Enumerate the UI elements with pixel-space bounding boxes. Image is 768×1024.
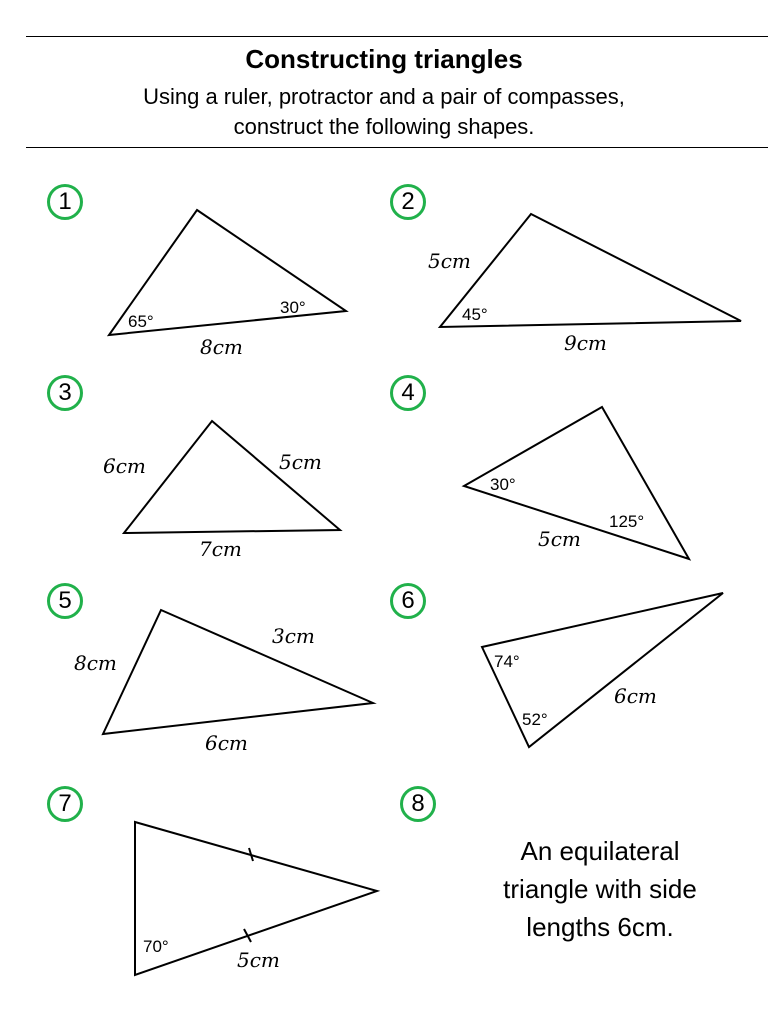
q5-side-bottom: 6cm [205,731,248,755]
triangle-3 [124,421,340,533]
q2-side-bottom: 9cm [564,331,607,355]
q2-side-left: 5cm [428,249,471,273]
q4-angle-left: 30° [490,475,516,494]
q6-side-label: 6cm [614,684,657,708]
q2-angle: 45° [462,305,488,324]
q5-side-left: 8cm [74,651,117,675]
q6-angle-top: 74° [494,652,520,671]
question-7-badge: 7 [47,786,83,822]
q4-side-label: 5cm [538,527,581,551]
q1-side-label: 8cm [200,335,243,359]
question-4-badge: 4 [390,375,426,411]
question-8-text [460,832,740,946]
q1-angle-left: 65° [128,312,154,331]
instructions-line-1: Using a ruler, protractor and a pair of compasses, [143,84,625,109]
q3-side-left: 6cm [103,454,146,478]
q6-angle-bottom: 52° [522,710,548,729]
triangle-5 [103,610,373,734]
question-6-badge: 6 [390,583,426,619]
q4-angle-bottom: 125° [609,512,645,531]
q5-side-right: 3cm [272,624,315,648]
q8-line-3: lengths 6cm. [526,912,674,942]
question-5-badge: 5 [47,583,83,619]
instructions-line-2: construct the following shapes. [233,114,535,139]
question-3-badge: 3 [47,375,83,411]
q7-side-label: 5cm [237,948,280,972]
q3-side-right: 5cm [279,450,322,474]
q7-angle: 70° [143,937,169,956]
q8-line-1: An equilateral [520,836,680,866]
q1-angle-right: 30° [280,298,306,317]
page-title: Constructing triangles [245,44,523,74]
question-1-badge: 1 [47,184,83,220]
question-2-badge: 2 [390,184,426,220]
q8-line-2: triangle with side [503,874,697,904]
question-8-badge: 8 [400,786,436,822]
q3-side-bottom: 7cm [199,537,242,561]
